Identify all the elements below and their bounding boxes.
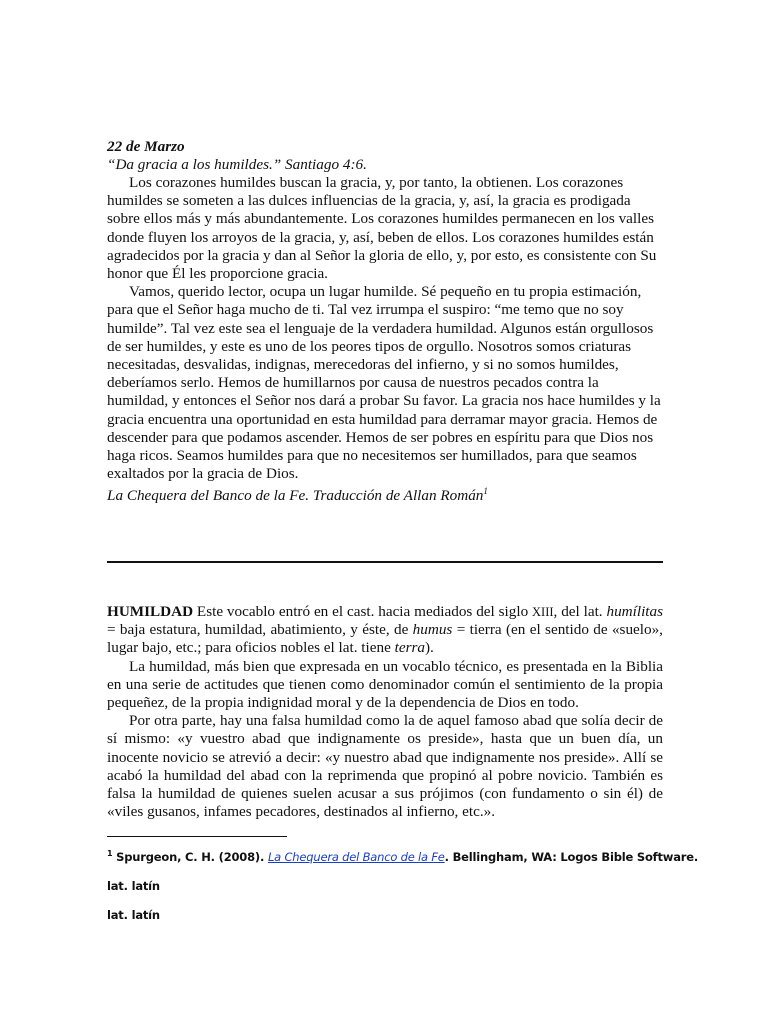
dictionary-paragraph-3: Por otra parte, hay una falsa humildad como la de aquel famoso abad que solía decir de sí mismo: «y vuestro abad que indignamente os preside», hasta que un buen día, un inocente novicio se atrevió a decir: «y nuestro abad que indignamente nos preside». Allí se acabó la humildad del abad con la reprimenda que propinó al pobre novicio. También es falsa la humildad de quienes suelen acusar a sus prójimos (con fundamento o sin él) de «viles gusanos, infames pecadores, destinados al infierno, etc.». [107, 712, 663, 821]
footnote-rule [107, 836, 287, 837]
dictionary-text: = baja estatura, humildad, abatimiento, y éste, de [107, 621, 413, 639]
terra-word: terra [394, 639, 425, 657]
source-text: La Chequera del Banco de la Fe. Traducción de Allan Román [107, 487, 484, 504]
abbreviation-note-1: lat. latín [107, 878, 160, 893]
dictionary-paragraph-2: La humildad, más bien que expresada en un vocablo técnico, es presentada en la Biblia en una serie de actitudes que tienen como denominador común el sentimiento de la propia pequeñez, de la propia indignidad moral y de la dependencia de Dios en todo. [107, 657, 663, 712]
footnote-text: Spurgeon, C. H. (2008). [112, 849, 268, 864]
footnote-1 [107, 846, 707, 865]
entry-date: 22 de Marzo [107, 138, 185, 155]
footnote-reference[interactable]: 1 [483, 485, 488, 496]
footnote-text: . Bellingham, WA: Logos Bible Software. [444, 849, 699, 864]
dictionary-term: HUMILDAD [107, 603, 194, 620]
book-title-link[interactable]: La Chequera del Banco de la Fe [267, 849, 445, 864]
dictionary-text: ). [425, 639, 434, 657]
dictionary-text: = tierra (en el sentido de «suelo», lugar bajo, etc.; para oficios nobles el lat. tiene [107, 621, 663, 657]
dictionary-text: Este vocablo entró en el cast. hacia mediados del siglo [193, 603, 533, 620]
devotional-body [107, 174, 663, 483]
dictionary-paragraph-1 [107, 603, 663, 658]
latin-word: humílitas [606, 603, 664, 620]
entry-source [107, 487, 488, 505]
dictionary-text: , del lat. [553, 603, 607, 620]
section-separator [107, 561, 663, 563]
footnote-mark: 1 [107, 849, 113, 858]
entry-verse: “Da gracia a los humildes.” Santiago 4:6. [107, 156, 367, 173]
dictionary-entry [107, 603, 663, 821]
abbreviation-note-2: lat. latín [107, 907, 160, 922]
devotional-paragraph-2: Vamos, querido lector, ocupa un lugar humilde. Sé pequeño en tu propia estimación, para que el Señor haga mucho de ti. Tal vez irrumpa el suspiro: “me temo que no soy humilde”. Tal vez este sea el lenguaje de la verdadera humildad. Algunos están orgullosos de ser humildes, y este es uno de los peores tipos de orgullo. Nosotros somos criaturas necesitadas, desvalidas, indignas, merecedoras del infierno, y si no somos humildes, deberíamos serlo. Hemos de humillarnos por causa de nuestros pecados contra la humildad, y entonces el Señor nos dará a probar Su favor. La gracia nos hace humildes y la gracia encuentra una oportunidad en esta humildad para derramar mayor gracia. Hemos de descender para que podamos ascender. Hemos de ser pobres en espíritu para que Dios nos haga ricos. Seamos humildes para que no necesitemos ser humillados, para que seamos exaltados por la gracia de Dios. [107, 283, 661, 483]
century-numeral: XIII [532, 605, 554, 619]
footnotes [107, 846, 707, 937]
humus-word: humus [412, 621, 453, 639]
devotional-paragraph-1: Los corazones humildes buscan la gracia, y, por tanto, la obtienen. Los corazones humildes se someten a las dulces influencias de la gracia, y, así, la gracia es prodigada sobre ellos más y más abundantemente. Los corazones humildes permanecen en los valles donde fluyen los arroyos de la gracia, y, así, beben de ellos. Los corazones humildes están agradecidos por la gracia y dan al Señor la gloria de ello, y, por esto, es consistente con Su honor que Él les proporcione gracia. [107, 174, 657, 283]
